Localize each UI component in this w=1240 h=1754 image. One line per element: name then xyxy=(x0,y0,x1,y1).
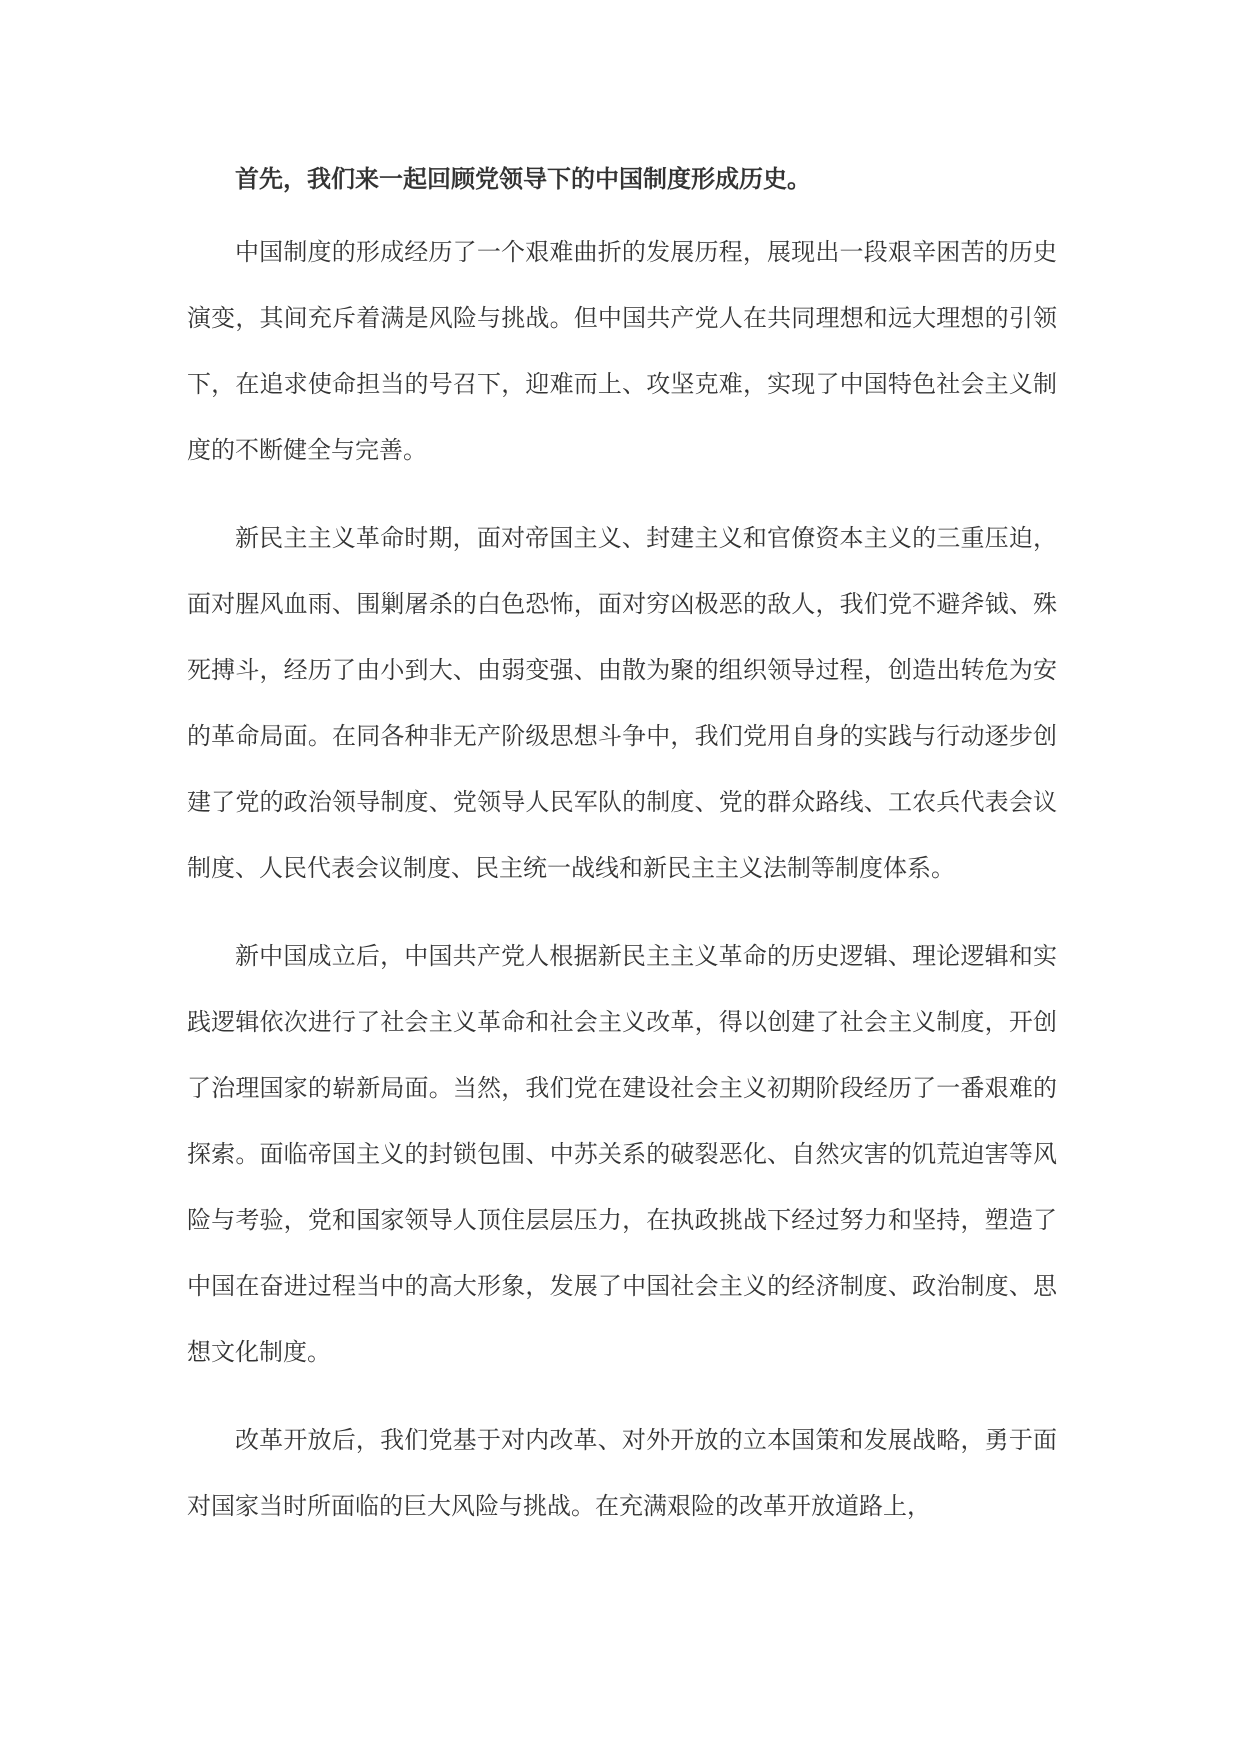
document-body xyxy=(187,157,1057,1561)
paragraph-reform-opening: 改革开放后，我们党基于对内改革、对外开放的立本国策和发展战略，勇于面对国家当时所面临的巨大风险与挑战。在充满艰险的改革开放道路上， xyxy=(187,1426,1057,1520)
paragraph-new-democratic-revolution: 新民主主义革命时期，面对帝国主义、封建主义和官僚资本主义的三重压迫，面对腥风血雨、围剿屠杀的白色恐怖，面对穷凶极恶的敌人，我们党不避斧钺、殊死搏斗，经历了由小到大、由弱变强、由散为聚的组织领导过程，创造出转危为安的革命局面。在同各种非无产阶级思想斗争中，我们党用自身的实践与行动逐步创建了党的政治领导制度、党领导人民军队的制度、党的群众路线、工农兵代表会议制度、人民代表会议制度、民主统一战线和新民主主义法制等制度体系。 xyxy=(187,524,1057,882)
section-heading: 首先，我们来一起回顾党领导下的中国制度形成历史。 xyxy=(235,165,811,193)
paragraph-formation-history: 中国制度的形成经历了一个艰难曲折的发展历程，展现出一段艰辛困苦的历史演变，其间充斥着满是风险与挑战。但中国共产党人在共同理想和远大理想的引领下，在追求使命担当的号召下，迎难而上、攻坚克难，实现了中国特色社会主义制度的不断健全与完善。 xyxy=(187,238,1057,464)
paragraph-after-founding: 新中国成立后，中国共产党人根据新民主主义革命的历史逻辑、理论逻辑和实践逻辑依次进行了社会主义革命和社会主义改革，得以创建了社会主义制度，开创了治理国家的崭新局面。当然，我们党在建设社会主义初期阶段经历了一番艰难的探索。面临帝国主义的封锁包围、中苏关系的破裂恶化、自然灾害的饥荒迫害等风险与考验，党和国家领导人顶住层层压力，在执政挑战下经过努力和坚持，塑造了中国在奋进过程当中的高大形象，发展了中国社会主义的经济制度、政治制度、思想文化制度。 xyxy=(187,942,1057,1366)
